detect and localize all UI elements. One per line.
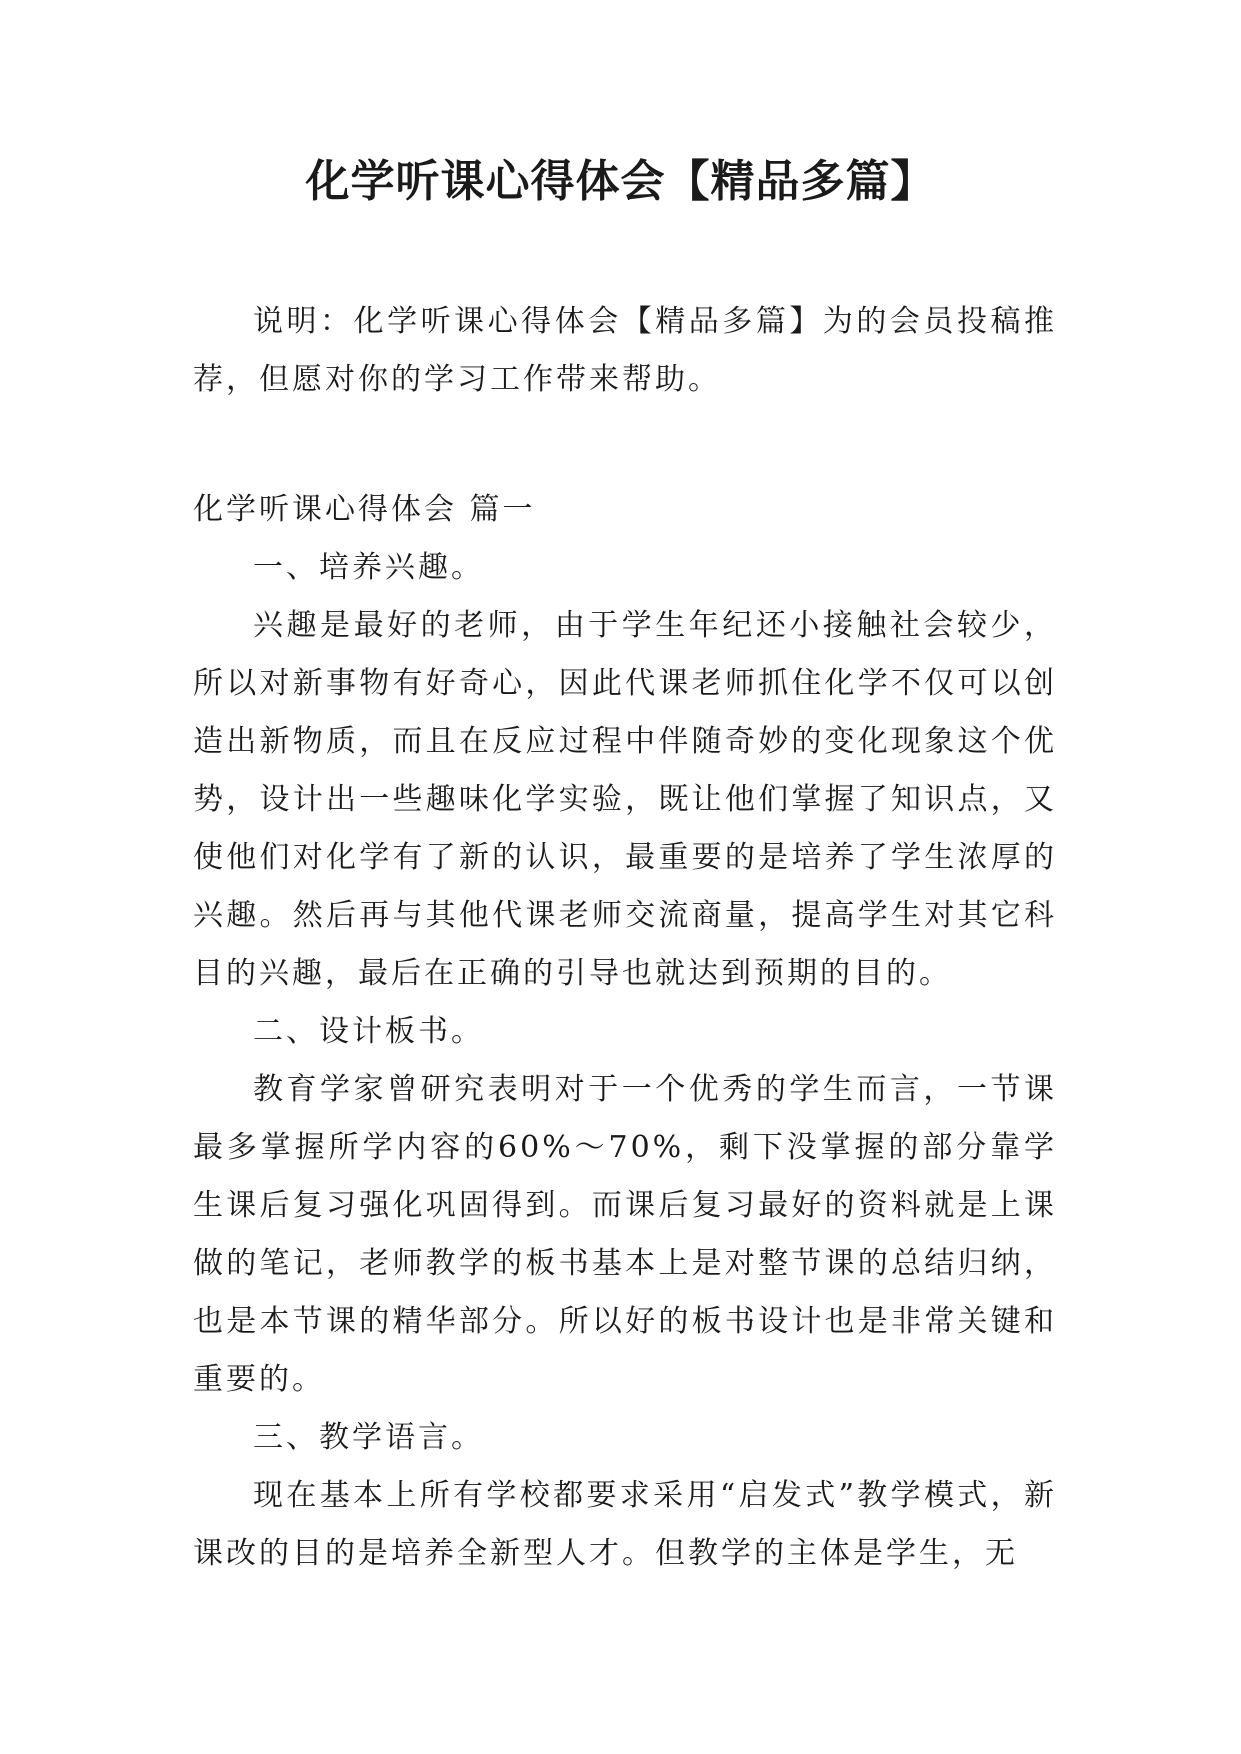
subheading-3: 三、教学语言。 xyxy=(253,1420,484,1455)
document-body xyxy=(193,293,1057,1583)
subheading-1: 一、培养兴趣。 xyxy=(253,550,484,585)
section-heading: 化学听课心得体会 篇一 xyxy=(193,492,536,527)
body-paragraph-2: 教育学家曾研究表明对于一个优秀的学生而言，一节课最多掌握所学内容的60%～70%，剩下没掌握的部分靠学生课后复习强化巩固得到。而课后复习最好的资料就是上课做的笔记，老师教学的板书基本上是对整节课的总结归纳，也是本节课的精华部分。所以好的板书设计也是非常关键和重要的。 xyxy=(193,1072,1057,1397)
body-paragraph-3: 现在基本上所有学校都要求采用“启发式”教学模式，新课改的目的是培养全新型人才。但教学的主体是学生，无 xyxy=(193,1478,1057,1571)
body-paragraph-1: 兴趣是最好的老师，由于学生年纪还小接触社会较少，所以对新事物有好奇心，因此代课老师抓住化学不仅可以创造出新物质，而且在反应过程中伴随奇妙的变化现象这个优势，设计出一些趣味化学实验，既让他们掌握了知识点，又使他们对化学有了新的认识，最重要的是培养了学生浓厚的兴趣。然后再与其他代课老师交流商量，提高学生对其它科目的兴趣，最后在正确的引导也就达到预期的目的。 xyxy=(193,608,1057,991)
subheading-2: 二、设计板书。 xyxy=(253,1014,484,1049)
document-title: 化学听课心得体会【精品多篇】 xyxy=(305,156,936,207)
intro-paragraph: 说明：化学听课心得体会【精品多篇】为的会员投稿推荐，但愿对你的学习工作带来帮助。 xyxy=(193,304,1057,397)
